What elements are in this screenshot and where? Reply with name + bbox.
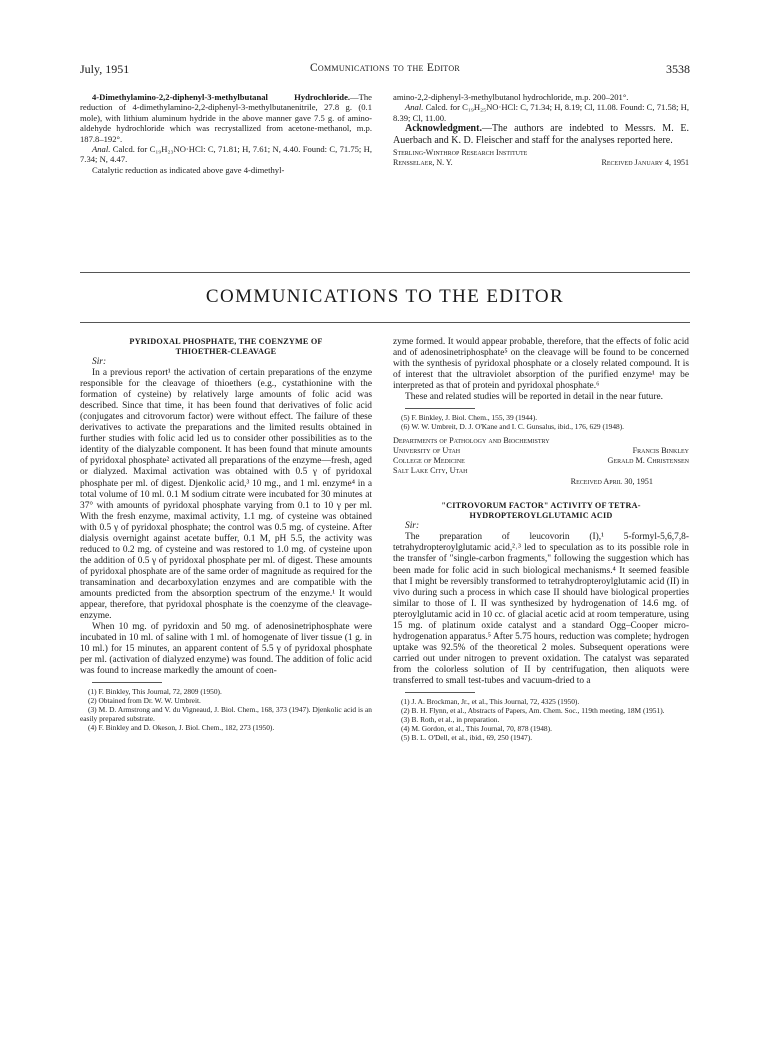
article1-salutation: Sir:: [92, 357, 107, 367]
acknowledgment-paragraph: [393, 123, 689, 146]
anal-text: Calcd. for C₁₉H₂₃NO·HCl: C, 71.81; H, 7.61; N, 4.40. Found: C, 71.75; H, 7.34; N, 4.47.: [80, 144, 372, 165]
article1-continuation: zyme formed. It would appear probable, therefore, that the effects of folic acid and of adenosinetriphosphate⁵ on the cleavage will be found to be concerned with the synthesis of pyridoxal phosphate or a closely related compound. It is of interest that the ultraviolet absorption of the purified enzyme¹ may be interpreted as that of protein and pyridoxal phosphate.⁶: [393, 337, 689, 392]
ack-label: Acknowledgment.: [405, 123, 482, 135]
article1-paragraph-1: In a previous report¹ the activation of certain preparations of the enzyme responsible for the cleavage of thioethers (e.g., cystathionine with the formation of cysteine) by relatively large amounts of folic acid was described. Since that time, it has been found that derivatives of folic acid (conjugates and citrovorum factor) were without effect. The failure of these derivatives to activate the preparations and the limited results obtained in further studies with folic acid led us to consider other possibilities as to the identity of the dialyzable component. It has been found that minute amounts of pyridoxal phosphate² activated all preparations of the enzyme—fresh, aged or dialyzed. Maximal activation was obtained with 0.5 γ of pyridoxal phosphate per ml. of digest. Djenkolic acid,³ 10 mg., and 1 ml. enzyme⁴ in a total volume of 10 ml. 0.1 M sodium citrate were incubated for 30 minutes at 37° with amounts of pyridoxal phosphate varying from 0.1 to 10 γ per ml. With the fresh enzyme, maximal activity, 1.1 mg. of cysteine was obtained with 0.5 γ of pyridoxal phosphate; the control was 0.5 mg. of cysteine. After dialysis overnight against acetate buffer, 0.1 M, pH 5.5, the activity was reduced to 0.2 mg. of cysteine and was restored to 1.0 mg. of cysteine upon the addition of 0.5 γ of pyridoxal phosphate per ml. of digest. These amounts of pyridoxal phosphate are of the same order of magnitude as required for the transamination and decarboxylation enzymes and are compatible with the amounts predicted from the absorption spectrum of the enzyme.¹ It would appear, therefore, that pyridoxal phosphate is the coenzyme of the cleavage-enzyme.: [80, 368, 372, 622]
running-head: [80, 62, 690, 80]
footnote: (2) Obtained from Dr. W. W. Umbreit.: [88, 696, 201, 706]
footnote: (4) M. Gordon, et al., This Journal, 70, 878 (1948).: [401, 724, 552, 734]
catalytic-paragraph: Catalytic reduction as indicated above gave 4-dimethyl-: [92, 164, 285, 175]
university-name: University of Utah: [393, 446, 461, 456]
footnote: (2) B. H. Flynn, et al., Abstracts of Papers, Am. Chem. Soc., 119th meeting, 18M (1951).: [401, 706, 665, 716]
article-pyridoxal-left: [80, 337, 372, 732]
article1-closing-paragraph: These and related studies will be reported in detail in the near future.: [405, 392, 663, 403]
footnote: (1) F. Binkley, This Journal, 72, 2809 (1950).: [88, 687, 222, 697]
continuation-text: amino-2,2-diphenyl-3-methylbutanol hydrochloride, m.p. 200–201°.: [393, 92, 629, 102]
article2-salutation: Sir:: [405, 521, 420, 532]
section-bottom-rule: [80, 322, 690, 323]
article1-received: Received April 30, 1951: [570, 477, 653, 487]
department-name: Departments of Pathology and Biochemistry: [393, 436, 550, 446]
article1-paragraph-2: When 10 mg. of pyridoxin and 50 mg. of adenosinetriphosphate were incubated in 10 ml. of saline with 1 ml. of homogenate of liver tissue (1 g. in 10 ml.) for 15 minutes, an apparent content of 5.5 γ of pyridoxal phosphate per ml. (activation of dialyzed enzyme) was found. The addition of folic acid was found to increase markedly the amount of coen-: [80, 622, 372, 677]
footnote: (5) F. Binkley, J. Biol. Chem., 155, 39 (1944).: [401, 413, 538, 423]
author-name: Gerald M. Christensen: [607, 456, 689, 466]
analysis-paragraph: [80, 144, 372, 165]
ack-text: —The authors are indebted to Messrs. M. E. Auerbach and K. D. Fleischer and staff for the analyses reported here.: [393, 123, 689, 146]
continued-article-left: [80, 92, 372, 175]
author-name: Francis Binkley: [632, 446, 689, 456]
received-date: Received January 4, 1951: [601, 158, 689, 168]
article1-affiliation: [393, 436, 689, 476]
footnote-rule: [92, 682, 162, 683]
issue-date: July, 1951: [80, 62, 130, 76]
footnote-rule: [405, 408, 475, 409]
article-right-column: [393, 337, 689, 742]
institute-address: [393, 148, 689, 168]
anal2-text: Calcd. for C₁₉H₂₅NO·HCl: C, 71.34; H, 8.19; Cl, 11.08. Found: C, 71.58; H, 8.39; Cl, 11.00.: [393, 102, 689, 123]
institute-name: Sterling-Winthrop Research Institute: [393, 148, 528, 158]
footnote: (3) M. D. Armstrong and V. du Vigneaud, J. Biol. Chem., 168, 373 (1947). Djenkolic acid is an easily prepared substrate.: [80, 705, 372, 724]
college-name: College of Medicine: [393, 456, 465, 466]
footnote: (3) B. Roth, et al., in preparation.: [401, 715, 500, 725]
compound-text: —The reduction of 4-dimethylamino-2,2-diphenyl-3-methylbutanenitrile, 27.8 g. (0.1 mole), with lithium aluminum hydride in the above manner gave 7.5 g. of amino-aldehyde hydrochloride which was recrystallized from acetone-methanol, m.p. 187.8–192°.: [80, 92, 372, 144]
article1-title-line1: PYRIDOXAL PHOSPHATE, THE COENZYME OF: [129, 337, 323, 346]
footnote: (5) B. L. O'Dell, et al., ibid., 69, 250 (1947).: [401, 733, 533, 743]
anal2-label: Anal.: [405, 102, 424, 113]
article1-title-line2: THIOETHER-CLEAVAGE: [175, 347, 277, 356]
page-number: 3538: [666, 62, 690, 76]
section-top-rule: [80, 272, 690, 273]
footnote: (1) J. A. Brockman, Jr., et al., This Journal, 72, 4325 (1950).: [401, 697, 580, 707]
institute-location: Rensselaer, N. Y.: [393, 158, 453, 168]
anal-label: Anal.: [92, 144, 111, 155]
footnote: (4) F. Binkley and D. Okeson, J. Biol. Chem., 182, 273 (1950).: [88, 723, 275, 733]
article1-title: [80, 337, 372, 357]
city-name: Salt Lake City, Utah: [393, 466, 468, 476]
analysis2-paragraph: [393, 102, 689, 123]
compound-title: 4-Dimethylamino-2,2-diphenyl-3-methylbutanal Hydrochloride.: [92, 92, 351, 102]
footnote: (6) W. W. Umbreit, D. J. O'Kane and I. C. Gunsalus, ibid., 176, 629 (1948).: [401, 422, 625, 432]
compound-paragraph: [80, 92, 372, 144]
article2-title-line2: HYDROPTEROYLGLUTAMIC ACID: [469, 511, 613, 521]
article2-title: [393, 501, 689, 521]
article2-title-line1: "CITROVORUM FACTOR" ACTIVITY OF TETRA-: [441, 501, 641, 511]
footnote-rule: [405, 692, 475, 693]
running-title: Communications to the Editor: [309, 62, 461, 74]
continued-article-right: [393, 92, 689, 168]
article2-paragraph-1: The preparation of leucovorin (I),¹ 5-formyl-5,6,7,8-tetrahydropteroylglutamic acid,²˒³ led to speculation as to its possible role in the transfer of "single-carbon fragments," following the suggestion which has been made for folic acid in such biological mechanisms.⁴ It seemed feasible that I might be reversibly transformed to tetrahydropteroylglutamic acid (II) in vivo during such a process in which case II should have biological properties similar to those of I. II was synthesized by hydrogenation of 14.6 mg. of pteroylglutamic acid in 10 cc. of glacial acetic acid at room temperature, using 15 mg. of platinum oxide catalyst and a standard Ogg–Cooper micro-hydrogenation apparatus.⁵ After 5.75 hours, reduction was complete; hydrogen uptake was 92.5% of the theoretical 2 moles. Subsequent operations were carried out under nitrogen to prevent oxidation. The catalyst was separated from the colorless solution of II by centrifugation, then aliquots were transferred to small test-tubes and vacuum-dried to a: [393, 532, 689, 686]
section-title: COMMUNICATIONS TO THE EDITOR: [205, 286, 565, 307]
